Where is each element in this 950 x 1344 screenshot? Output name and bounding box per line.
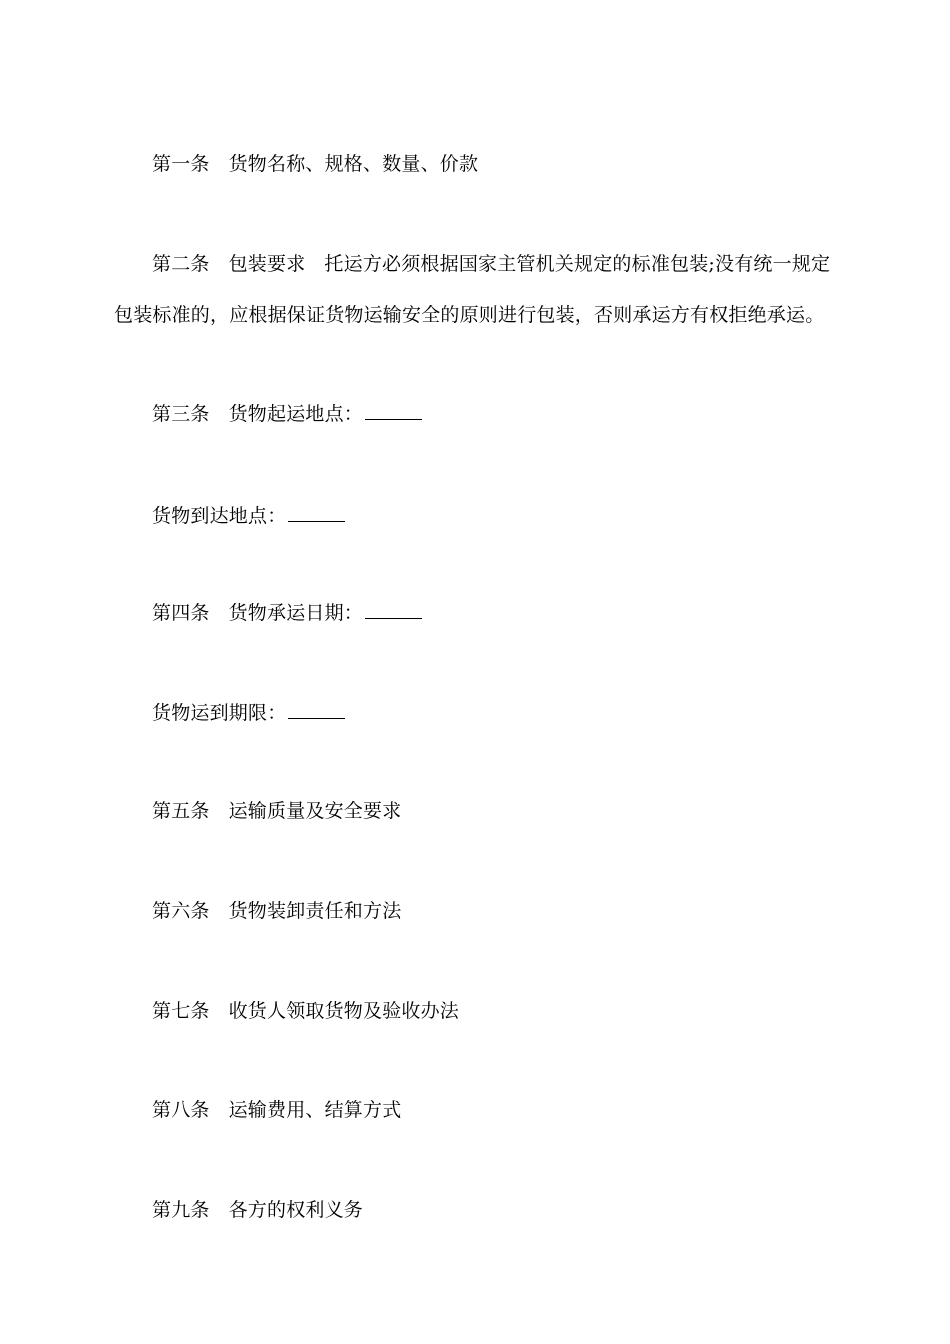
article-2-text-line2: 包装标准的，应根据保证货物运输安全的原则进行包装，否则承运方有权拒绝承运。 <box>114 304 825 326</box>
article-7-number: 第七条 <box>152 1000 210 1022</box>
article-1-title: 货物名称、规格、数量、价款 <box>228 153 479 175</box>
article-7 <box>152 1000 459 1022</box>
destination-blank <box>288 505 345 522</box>
article-7-title: 收货人领取货物及验收办法 <box>228 1000 460 1022</box>
article-2 <box>152 253 830 275</box>
article-5-title: 运输质量及安全要求 <box>228 800 402 822</box>
destination-label: 货物到达地点： <box>152 505 287 527</box>
article-6-title: 货物装卸责任和方法 <box>228 900 402 922</box>
article-4-title: 货物承运日期： <box>228 602 364 624</box>
article-9-title: 各方的权利义务 <box>228 1199 364 1221</box>
article-2-title: 包装要求 <box>228 253 306 275</box>
deadline-label: 货物运到期限： <box>152 702 287 724</box>
article-2-continuation <box>114 304 824 326</box>
article-4 <box>152 602 422 624</box>
article-6 <box>152 900 401 922</box>
article-3-title: 货物起运地点： <box>228 403 364 425</box>
article-2-number: 第二条 <box>152 253 210 275</box>
article-2-text-line1: 托运方必须根据国家主管机关规定的标准包装;没有统一规定 <box>324 253 831 275</box>
deadline-line <box>152 702 345 724</box>
article-3 <box>152 403 422 425</box>
article-5 <box>152 800 401 822</box>
article-1-number: 第一条 <box>152 153 210 175</box>
article-8 <box>152 1099 401 1121</box>
article-9-number: 第九条 <box>152 1199 210 1221</box>
origin-blank <box>365 403 422 420</box>
article-9 <box>152 1199 363 1221</box>
article-1 <box>152 153 478 175</box>
deadline-blank <box>288 702 345 719</box>
article-3-number: 第三条 <box>152 403 210 425</box>
article-8-number: 第八条 <box>152 1099 210 1121</box>
article-8-title: 运输费用、结算方式 <box>228 1099 402 1121</box>
article-4-number: 第四条 <box>152 602 210 624</box>
carriage-date-blank <box>365 602 422 619</box>
article-5-number: 第五条 <box>152 800 210 822</box>
destination-line <box>152 505 345 527</box>
article-6-number: 第六条 <box>152 900 210 922</box>
